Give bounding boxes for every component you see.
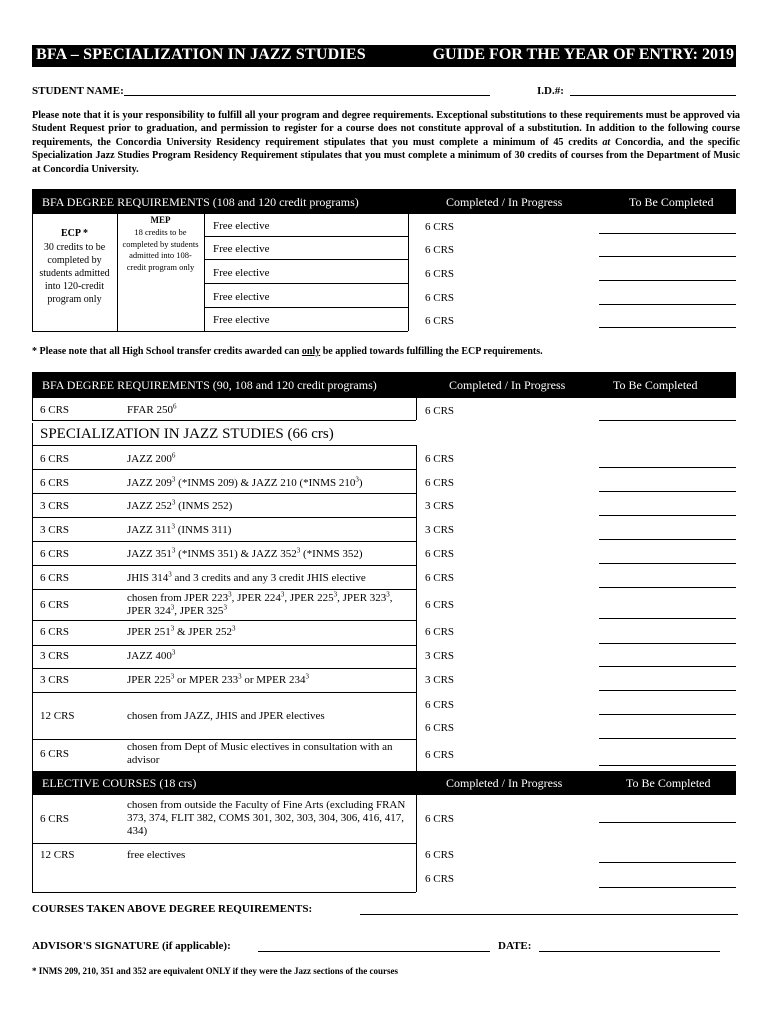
row-crs: 3 CRS: [425, 650, 455, 662]
row-course: JAZZ $200^6$: [127, 451, 176, 465]
row-crs: 6 CRS: [425, 572, 455, 584]
section2-header: [32, 372, 416, 398]
music-electives-crs: 6 CRS: [425, 749, 455, 761]
jazz-electives-crs-2: 6 CRS: [425, 722, 455, 734]
responsibility-notice: Please note that it is your responsibility to fulfill all your program and degree requirements. Exceptional substitutions to these requirements must be approved via Student Request prior to graduation, and permission to register for a course does not constitute approval of a substitution. In addition to the following course requirements, the Concordia University Residency requirement stipulates that you must complete a minimum of 45 credits at Concordia, and the specific Specialization Jazz Studies Program Residency Requirement stipulates that you must complete a minimum of 30 credits of courses from the Department of Music at Concordia University.: [32, 110, 740, 175]
to-be-completed-line[interactable]: [599, 738, 736, 739]
row-credits: 3 CRS: [40, 650, 70, 662]
to-be-completed-line[interactable]: [599, 862, 736, 863]
to-be-completed-line[interactable]: [599, 714, 736, 715]
section1-tobe-label: To Be Completed: [629, 195, 714, 209]
completed-line[interactable]: [204, 307, 408, 308]
credits-completed: 6 CRS: [425, 292, 455, 304]
credits-completed: 6 CRS: [425, 221, 455, 233]
row-crs: 3 CRS: [425, 674, 455, 686]
row-course: chosen from JPER $223^3$, JPER $224^3$, JPER $225^3$, JPER $323^3$, JPER $324^3$, JPER $325^3$: [127, 590, 393, 617]
to-be-completed-line[interactable]: [599, 690, 736, 691]
row-crs: 6 CRS: [425, 548, 455, 560]
free-electives-course: free electives: [127, 849, 186, 861]
student-id-field[interactable]: [570, 95, 736, 96]
course-name: Free elective: [213, 243, 270, 255]
date-label: DATE:: [498, 940, 532, 952]
mep-title: MEP: [150, 215, 171, 225]
jazz-electives-course: chosen from JAZZ, JHIS and JPER electives: [127, 710, 325, 722]
section1-status-header: [408, 189, 736, 214]
row-credits: 3 CRS: [40, 500, 70, 512]
row-credits: 3 CRS: [40, 674, 70, 686]
credits-completed: 6 CRS: [425, 244, 455, 256]
completed-line[interactable]: [204, 259, 408, 260]
section4-completed-label: Completed / In Progress: [446, 776, 563, 790]
mep-description: 18 credits to be completed by students admitted into 108-credit program only: [122, 227, 199, 272]
row-crs: 3 CRS: [425, 500, 455, 512]
outside-faculty-crs: 6 CRS: [425, 813, 455, 825]
courses-above-field[interactable]: [360, 914, 738, 915]
ecp-description: 30 credits to be completed by students admitted into 120-credit program only: [39, 242, 110, 305]
specialization-title: SPECIALIZATION IN JAZZ STUDIES (66 crs): [40, 426, 334, 442]
advisor-signature-field[interactable]: [258, 951, 490, 952]
to-be-completed-line[interactable]: [599, 280, 736, 281]
free-electives-crs-1: 6 CRS: [425, 849, 455, 861]
to-be-completed-line[interactable]: [599, 887, 736, 888]
course-name: Free elective: [213, 267, 270, 279]
year-of-entry: GUIDE FOR THE YEAR OF ENTRY: 2019: [432, 46, 734, 63]
section2-completed-label: Completed / In Progress: [449, 378, 566, 392]
courses-above-label: COURSES TAKEN ABOVE DEGREE REQUIREMENTS:: [32, 903, 313, 915]
row-course: JAZZ $351^3$ (*INMS 351) & JAZZ $352^3$ (*INMS 352): [127, 546, 363, 560]
student-name-label: STUDENT NAME:: [32, 85, 124, 97]
section4-title: ELECTIVE COURSES (18 crs): [42, 776, 197, 790]
completed-line[interactable]: [204, 236, 408, 237]
row-credits: 6 CRS: [40, 572, 70, 584]
jazz-electives-credits: 12 CRS: [40, 710, 75, 722]
ecp-note: * Please note that all High School transfer credits awarded can only be applied towards fulfilling the ECP requirements.: [32, 346, 543, 357]
to-be-completed-line[interactable]: [599, 304, 736, 305]
header-bar: [32, 45, 736, 67]
section1-header: [32, 189, 408, 214]
to-be-completed-line[interactable]: [599, 587, 736, 588]
row-course: JAZZ $311^3$ (INMS 311): [127, 522, 232, 536]
row-credits: 6 CRS: [40, 599, 70, 611]
course-name: Free elective: [213, 314, 270, 326]
credits-completed: 6 CRS: [425, 315, 455, 327]
section2-status-header: [416, 372, 736, 398]
free-electives-crs-2: 6 CRS: [425, 873, 455, 885]
advisor-signature-label: ADVISOR'S SIGNATURE (if applicable):: [32, 940, 231, 952]
to-be-completed-line[interactable]: [599, 666, 736, 667]
row-crs: 6 CRS: [425, 453, 455, 465]
row-credits: 6 CRS: [40, 477, 70, 489]
free-electives-credits: 12 CRS: [40, 849, 75, 861]
credits-completed: 6 CRS: [425, 268, 455, 280]
row-course: JAZZ $252^3$ (INMS 252): [127, 498, 233, 512]
outside-faculty-credits: 6 CRS: [40, 813, 70, 825]
row-course: JPER $251^3$ & JPER $252^3$: [127, 624, 236, 638]
program-title: BFA – SPECIALIZATION IN JAZZ STUDIES: [36, 46, 366, 63]
ffar-to-be-completed-line[interactable]: [599, 420, 736, 421]
jazz-electives-crs-1: 6 CRS: [425, 699, 455, 711]
student-name-field[interactable]: [124, 95, 490, 96]
ffar-crs: 6 CRS: [425, 405, 455, 417]
section4-tobe-label: To Be Completed: [626, 776, 711, 790]
to-be-completed-line[interactable]: [599, 515, 736, 516]
ffar-course: FFAR $250^6$: [127, 402, 177, 416]
music-electives-credits: 6 CRS: [40, 748, 70, 760]
footnote: * INMS 209, 210, 351 and 352 are equivalent ONLY if they were the Jazz sections of the courses: [32, 966, 398, 976]
completed-line[interactable]: [204, 283, 408, 284]
row-crs: 6 CRS: [425, 626, 455, 638]
section1-completed-label: Completed / In Progress: [446, 195, 563, 209]
to-be-completed-line[interactable]: [599, 539, 736, 540]
row-course: JHIS $314^3$ and 3 credits and any 3 credit JHIS elective: [127, 570, 366, 584]
to-be-completed-line[interactable]: [599, 467, 736, 468]
course-name: Free elective: [213, 220, 270, 232]
row-crs: 6 CRS: [425, 599, 455, 611]
row-credits: 6 CRS: [40, 548, 70, 560]
section2-tobe-label: To Be Completed: [613, 378, 698, 392]
to-be-completed-line[interactable]: [599, 256, 736, 257]
row-credits: 6 CRS: [40, 453, 70, 465]
row-credits: 6 CRS: [40, 626, 70, 638]
outside-faculty-course: chosen from outside the Faculty of Fine Arts (excluding FRAN 373, 374, FLIT 382, COMS 301, 302, 303, 304, 306, 416, 417, 434): [127, 799, 406, 837]
course-name: Free elective: [213, 291, 270, 303]
to-be-completed-line[interactable]: [599, 643, 736, 644]
section4-header: [32, 771, 408, 795]
music-electives-course: chosen from Dept of Music electives in consultation with an advisor: [127, 741, 393, 766]
section1-title: BFA DEGREE REQUIREMENTS (108 and 120 credit programs): [42, 195, 359, 209]
to-be-completed-line[interactable]: [599, 491, 736, 492]
to-be-completed-line[interactable]: [599, 765, 736, 766]
row-course: JPER $225^3$ or MPER $233^3$ or MPER $234^3$: [127, 672, 309, 686]
student-id-label: I.D.#:: [537, 85, 564, 97]
section4-status-header: [408, 771, 736, 795]
to-be-completed-line[interactable]: [599, 822, 736, 823]
to-be-completed-line[interactable]: [599, 233, 736, 234]
row-crs: 3 CRS: [425, 524, 455, 536]
row-course: JAZZ $400^3$: [127, 648, 176, 662]
section2-title: BFA DEGREE REQUIREMENTS (90, 108 and 120 credit programs): [42, 378, 377, 392]
to-be-completed-line[interactable]: [599, 618, 736, 619]
row-course: JAZZ $209^3$ (*INMS 209) & JAZZ 210 (*INMS $210^3$): [127, 475, 363, 489]
row-crs: 6 CRS: [425, 477, 455, 489]
to-be-completed-line[interactable]: [599, 327, 736, 328]
ecp-title: ECP *: [61, 228, 88, 239]
to-be-completed-line[interactable]: [599, 563, 736, 564]
ffar-credits: 6 CRS: [40, 404, 70, 416]
row-credits: 3 CRS: [40, 524, 70, 536]
date-field[interactable]: [539, 951, 720, 952]
